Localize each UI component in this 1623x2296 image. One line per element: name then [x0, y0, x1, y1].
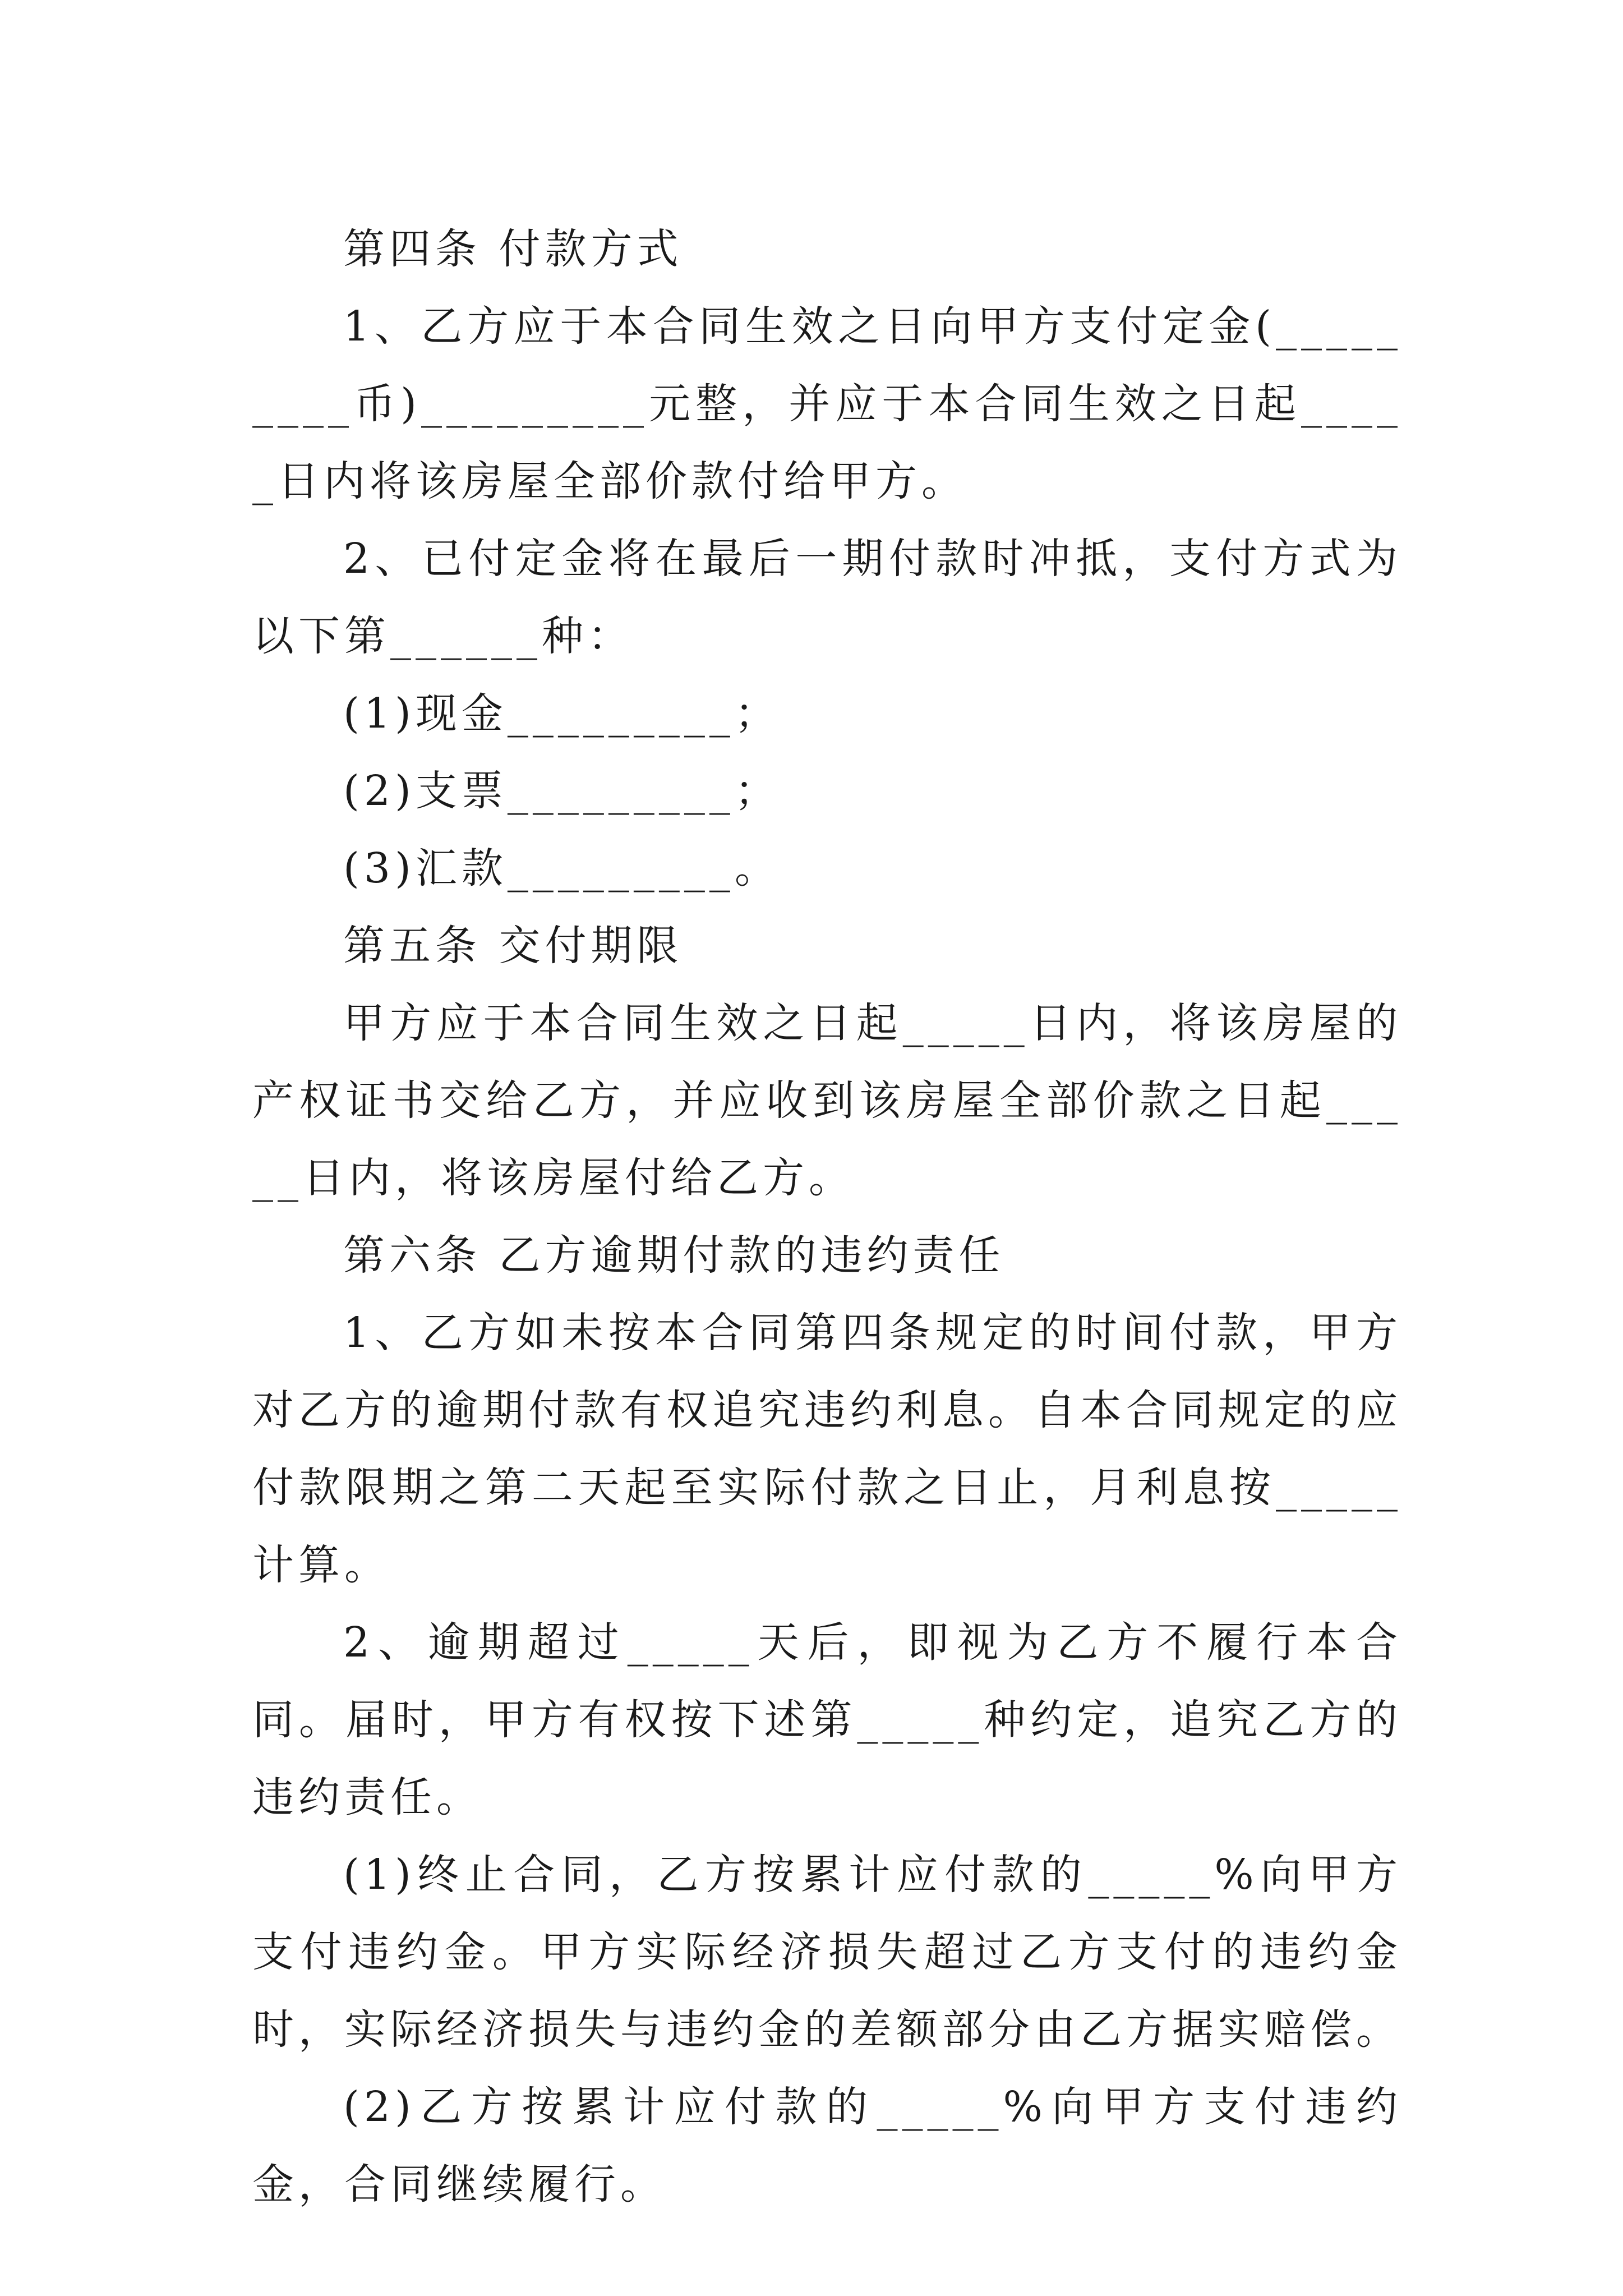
article-6-clause-1: 1、乙方如未按本合同第四条规定的时间付款，甲方对乙方的逾期付款有权追究违约利息。自本合同规定的应付款限期之第二天起至实际付款之日止，月利息按_____计算。	[252, 1309, 1402, 1589]
article-4-clause-1: 1、乙方应于本合同生效之日向甲方支付定金(_________币)_________元整，并应于本合同生效之日起_____日内将该房屋全部价款付给甲方。	[252, 302, 1402, 505]
article-5-body: 甲方应于本合同生效之日起_____日内，将该房屋的产权证书交给乙方，并应收到该房屋全部价款之日起_____日内，将该房屋付给乙方。	[252, 999, 1402, 1202]
article-6-heading: 第六条 乙方逾期付款的违约责任	[343, 1231, 1005, 1280]
article-4-clause-2: 2、已付定金将在最后一期付款时冲抵，支付方式为以下第______种：	[252, 535, 1402, 660]
document-body	[252, 210, 1402, 2223]
article-4-heading: 第四条 付款方式	[343, 225, 683, 273]
payment-option-cash: (1)现金_________；	[343, 689, 781, 738]
payment-option-remittance: (3)汇款_________。	[343, 844, 781, 892]
payment-option-check: (2)支票_________；	[343, 767, 781, 815]
article-6-option-2: (2)乙方按累计应付款的_____%向甲方支付违约金，合同继续履行。	[252, 2083, 1402, 2208]
article-5-heading: 第五条 交付期限	[343, 922, 683, 970]
article-6-option-1: (1)终止合同，乙方按累计应付款的_____%向甲方支付违约金。甲方实际经济损失超过乙方支付的违约金时，实际经济损失与违约金的差额部分由乙方据实赔偿。	[252, 1851, 1402, 2054]
article-6-clause-2: 2、逾期超过_____天后，即视为乙方不履行本合同。届时，甲方有权按下述第_____种约定，追究乙方的违约责任。	[252, 1618, 1402, 1821]
